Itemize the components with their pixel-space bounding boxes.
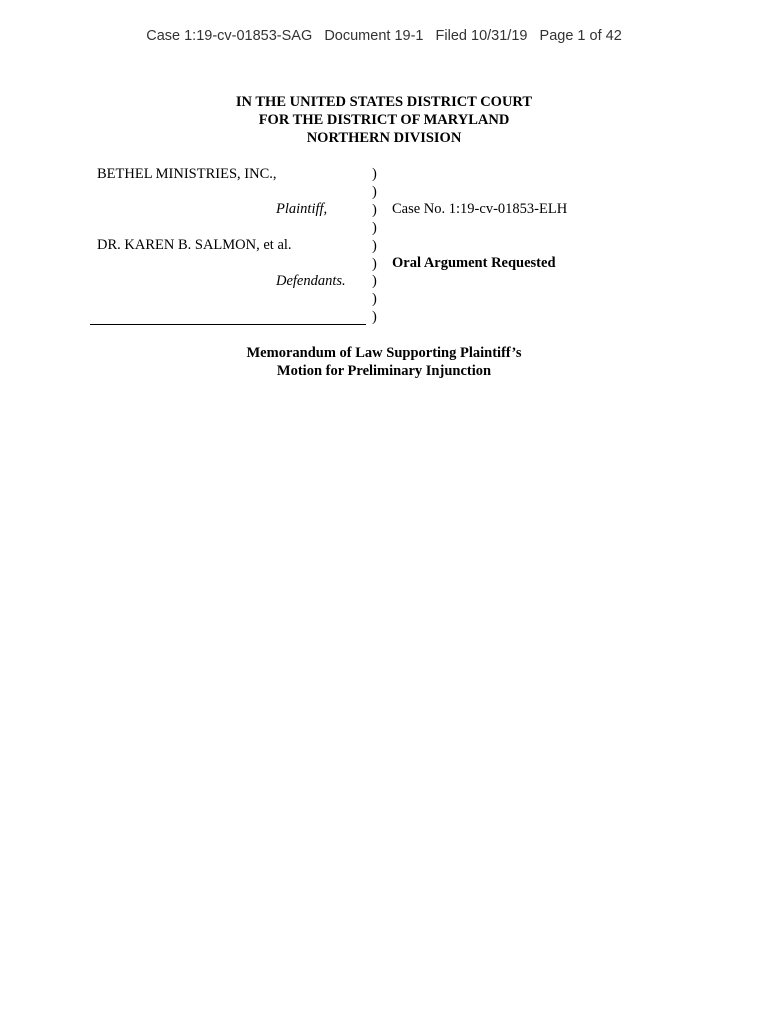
caption-parenthesis: ) — [372, 255, 377, 272]
defendant-role: Defendants. — [276, 273, 346, 289]
caption-parenthesis: ) — [372, 309, 377, 326]
caption-divider-line — [90, 324, 366, 325]
case-number: Case No. 1:19-cv-01853-ELH — [392, 201, 568, 217]
court-name-line-1: IN THE UNITED STATES DISTRICT COURT — [235, 94, 533, 110]
document-title-line-1: Memorandum of Law Supporting Plaintiff’s — [246, 345, 522, 361]
caption-parenthesis: ) — [372, 201, 377, 218]
document-title-line-2: Motion for Preliminary Injunction — [276, 362, 492, 379]
document-title — [0, 345, 768, 381]
court-name-line-2: FOR THE DISTRICT OF MARYLAND — [258, 111, 510, 128]
court-caption — [0, 94, 768, 147]
oral-argument-notice: Oral Argument Requested — [392, 255, 556, 271]
caption-parenthesis: ) — [372, 183, 377, 200]
defendant-name: DR. KAREN B. SALMON, et al. — [97, 237, 292, 253]
court-division-line: NORTHERN DIVISION — [306, 129, 462, 146]
document-header-stamp: Case 1:19-cv-01853-SAG Document 19-1 Filed 10/31/19 Page 1 of 42 — [146, 28, 622, 44]
caption-parenthesis: ) — [372, 237, 377, 254]
plaintiff-role: Plaintiff, — [276, 201, 328, 217]
caption-parenthesis: ) — [372, 291, 377, 308]
caption-parenthesis: ) — [372, 166, 377, 182]
caption-parenthesis: ) — [372, 273, 377, 290]
plaintiff-name: BETHEL MINISTRIES, INC., — [97, 166, 277, 182]
caption-parenthesis-column — [372, 166, 382, 327]
caption-parenthesis: ) — [372, 219, 377, 236]
